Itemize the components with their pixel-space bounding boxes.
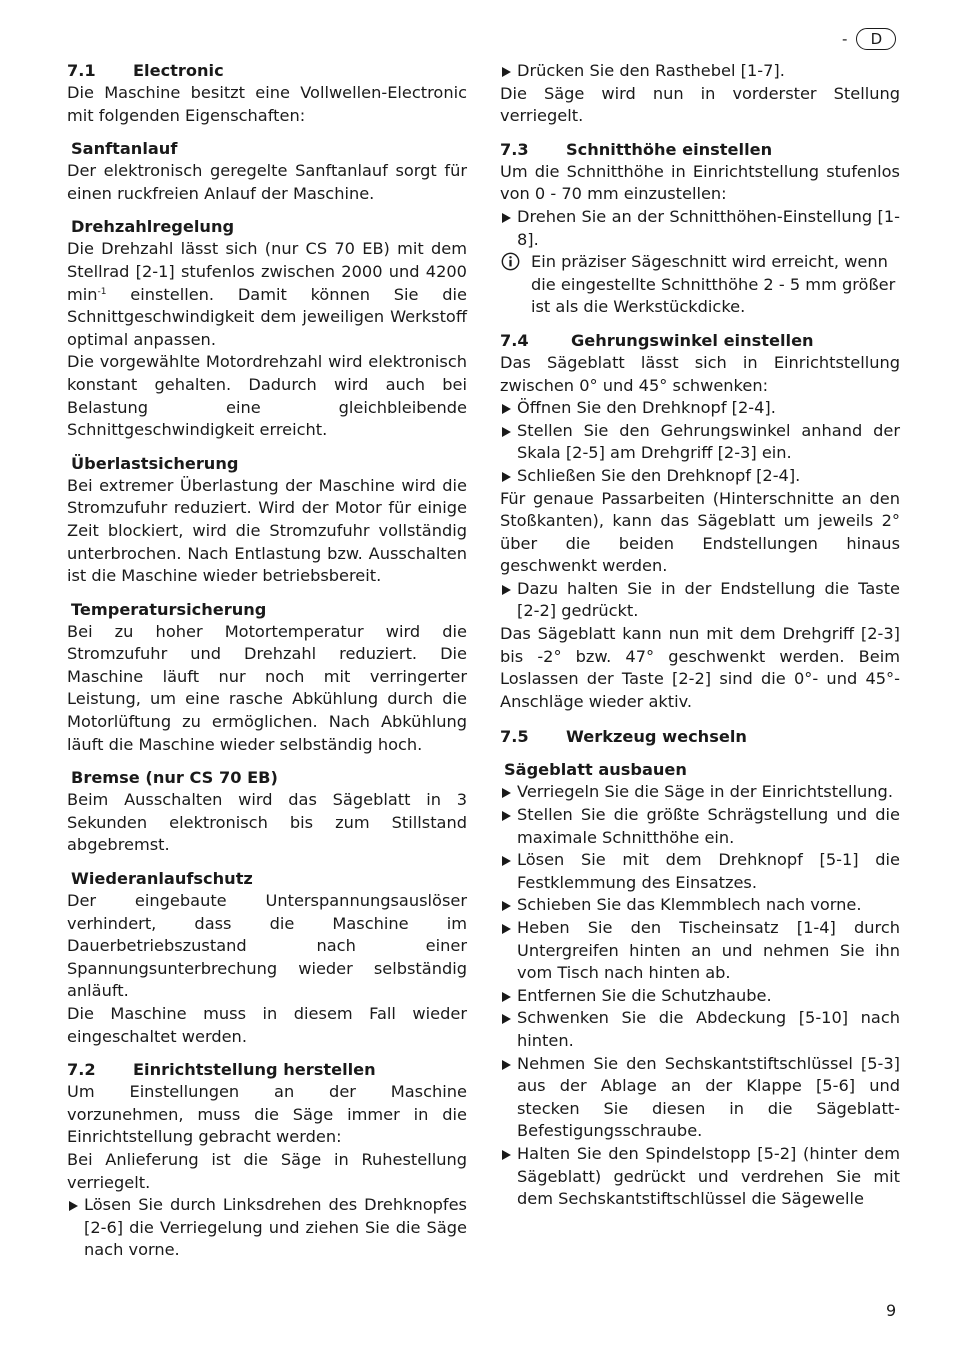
triangle-bullet-icon [502,992,511,1002]
bullet-item: Schwenken Sie die Abdeckung [5-10] nach hinten. [500,1007,900,1052]
triangle-bullet-icon [502,427,511,437]
subheading-temperatursicherung: Temperatursicherung [71,599,267,619]
bullet-item: Lösen Sie durch Linksdrehen des Drehknopfes [2-6] die Verriegelung und ziehen Sie die Säge nach vorne. [67,1194,467,1262]
section-heading-7-4: 7.4 Gehrungswinkel einstellen [500,330,814,350]
section-heading-7-5: 7.5 Werkzeug wechseln [500,727,747,747]
paragraph: Die Drehzahl lässt sich (nur CS 70 EB) mit dem Stellrad [2-1] stufenlos zwischen 2000 und 4200 $\min^{-1}$ einstellen. Damit können Sie die Schnittgeschwindigkeit dem jeweiligen Werkstoff optimal anpassen. [67,239,467,349]
page-number: 9 [886,1301,897,1320]
subheading-ueberlastsicherung: Überlastsicherung [71,453,239,473]
triangle-bullet-icon [502,1060,511,1070]
bullet-item: Schließen Sie den Drehknopf [2-4]. [500,465,900,488]
paragraph: Der elektronisch geregelte Sanftanlauf sorgt für einen ruckfreien Anlauf der Maschine. [67,161,467,203]
bullet-item: Drehen Sie an der Schnitthöhen-Einstellung [1-8]. [500,206,900,251]
bullet-item: Nehmen Sie den Sechskantstiftschlüssel [5-3] aus der Ablage an der Klappe [5-6] und stecken Sie diesen in die Sägeblatt-Befestigungsschraube. [500,1053,900,1143]
subheading-sanftanlauf: Sanftanlauf [71,139,178,159]
triangle-bullet-icon [502,1150,511,1160]
triangle-bullet-icon [502,585,511,595]
language-indicator [842,28,896,50]
bullet-item: Dazu halten Sie in der Endstellung die Taste [2-2] gedrückt. [500,578,900,623]
paragraph: Das Sägeblatt kann nun mit dem Drehgriff [2-3] bis -2° bzw. 47° geschwenkt werden. Beim Loslassen der Taste [2-2] sind die 0°- und 45°-Anschläge wieder aktiv. [500,624,900,711]
subheading-bremse: Bremse (nur CS 70 EB) [71,768,278,788]
paragraph: Um Einstellungen an der Maschine vorzunehmen, muss die Säge immer in die Einrichtstellung gebracht werden: [67,1082,467,1147]
bullet-item: Halten Sie den Spindelstopp [5-2] (hinter dem Sägeblatt) gedrückt und verdrehen Sie mit dem Sechskantstiftschlüssel die Sägewelle [500,1143,900,1211]
left-column [67,60,467,1262]
paragraph: Beim Ausschalten wird das Sägeblatt in 3 Sekunden elektronisch bis zum Stillstand abgebremst. [67,790,467,855]
triangle-bullet-icon [502,924,511,934]
info-note: Ein präziser Sägeschnitt wird erreicht, wenn die eingestellte Schnitthöhe 2 - 5 mm größer ist als die Werkstückdicke. [500,251,900,319]
subheading-drehzahlregelung: Drehzahlregelung [71,217,235,237]
info-icon [501,252,520,271]
bullet-item: Öffnen Sie den Drehknopf [2-4]. [500,397,900,420]
triangle-bullet-icon [502,67,511,77]
paragraph: Um die Schnitthöhe in Einrichtstellung stufenlos von 0 - 70 mm einzustellen: [500,161,900,204]
bullet-item: Drücken Sie den Rasthebel [1-7]. [500,60,900,83]
paragraph: Bei zu hoher Motortemperatur wird die Stromzufuhr und Drehzahl reduziert. Die Maschine läuft nur noch mit verringerter Leistung, um eine rasche Abkühlung durch die Motorlüftung zu ermöglichen. Nach Abkühlung läuft die Maschine wieder selbständig hoch. [67,621,467,754]
paragraph: Die Säge wird nun in vorderster Stellung verriegelt. [500,83,900,126]
triangle-bullet-icon [502,404,511,414]
right-column [500,60,900,1211]
bullet-item: Schieben Sie das Klemmblech nach vorne. [500,894,900,917]
subheading-wiederanlaufschutz: Wiederanlaufschutz [71,869,253,889]
bullet-item: Verriegeln Sie die Säge in der Einrichtstellung. [500,781,900,804]
language-badge: D [856,28,896,50]
paragraph: Der eingebaute Unterspannungsauslöser verhindert, dass die Maschine im Dauerbetriebszustand nach einer Spannungsunterbrechung wieder selbständig anläuft. [67,891,467,1001]
triangle-bullet-icon [502,811,511,821]
triangle-bullet-icon [502,856,511,866]
paragraph: Bei Anlieferung ist die Säge in Ruhestellung verriegelt. [67,1149,467,1192]
bullet-item: Stellen Sie die größte Schrägstellung und die maximale Schnitthöhe ein. [500,804,900,849]
paragraph: Die Maschine muss in diesem Fall wieder eingeschaltet werden. [67,1004,467,1046]
bullet-item: Stellen Sie den Gehrungswinkel anhand der Skala [2-5] am Drehgriff [2-3] ein. [500,420,900,465]
paragraph: Die vorgewählte Motordrehzahl wird elektronisch konstant gehalten. Dadurch wird auch bei Belastung eine gleichbleibende Schnittgeschwindigkeit erreicht. [67,352,467,440]
triangle-bullet-icon [502,472,511,482]
paragraph: Für genaue Passarbeiten (Hinterschnitte an den Stoßkanten), kann das Sägeblatt um jeweils 2° über die beiden Endstellungen hinaus geschwenkt werden. [500,488,900,576]
section-heading-7-2: 7.2 Einrichtstellung herstellen [67,1060,376,1080]
triangle-bullet-icon [502,788,511,798]
triangle-bullet-icon [502,1014,511,1024]
paragraph: Bei extremer Überlastung der Maschine wird die Stromzufuhr reduziert. Wird der Motor für einige Zeit blockiert, wird die Stromzufuhr vollständig unterbrochen. Nach Entlastung bzw. Ausschalten ist die Maschine wieder betriebsbereit. [67,475,467,586]
header-dash: - [842,30,848,48]
triangle-bullet-icon [69,1201,78,1211]
section-heading-7-1: 7.1 Electronic [67,61,224,80]
subheading-saegeblatt-ausbauen: Sägeblatt ausbauen [504,760,687,780]
triangle-bullet-icon [502,901,511,911]
paragraph: Das Sägeblatt lässt sich in Einrichtstellung zwischen 0° und 45° schwenken: [500,352,900,395]
bullet-item: Entfernen Sie die Schutzhaube. [500,985,900,1008]
bullet-item: Heben Sie den Tischeinsatz [1-4] durch Untergreifen hinten an und nehmen Sie ihn vom Tisch nach hinten ab. [500,917,900,985]
section-heading-7-3: 7.3 Schnitthöhe einstellen [500,139,773,159]
triangle-bullet-icon [502,213,511,223]
bullet-item: Lösen Sie mit dem Drehknopf [5-1] die Festklemmung des Einsatzes. [500,849,900,894]
paragraph: Die Maschine besitzt eine Vollwellen-Electronic mit folgenden Eigenschaften: [67,83,467,125]
